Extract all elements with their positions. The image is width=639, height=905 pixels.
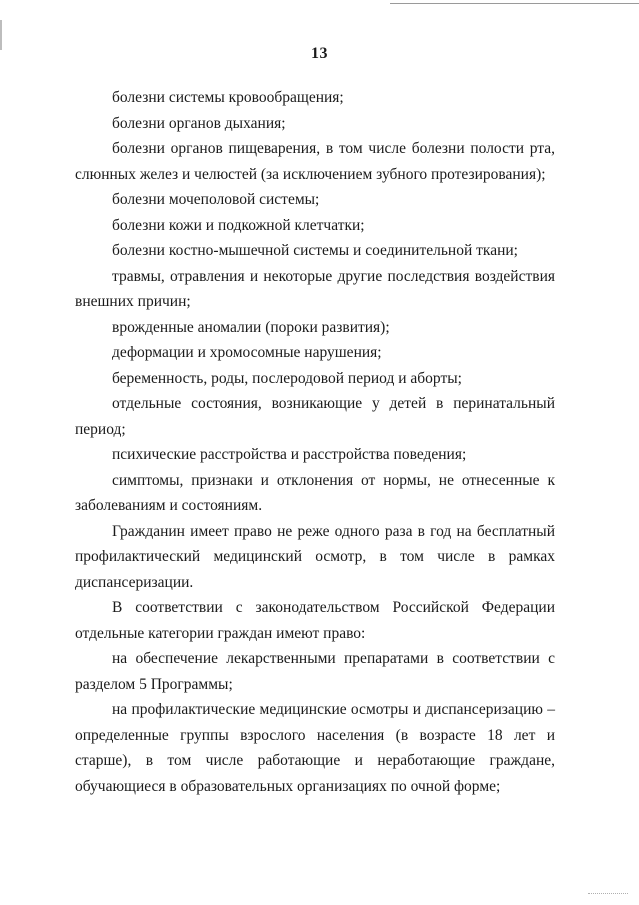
- list-item: деформации и хромосомные нарушения;: [112, 344, 382, 361]
- list-item: болезни костно-мышечной системы и соединительной ткани;: [112, 242, 518, 259]
- list-item: отдельные состояния, возникающие у детей в перинатальный период;: [75, 395, 555, 438]
- body-paragraph: В соответствии с законодательством Российской Федерации отдельные категории граждан имеют право:: [75, 599, 555, 642]
- list-item: на обеспечение лекарственными препаратами в соответствии с разделом 5 Программы;: [75, 650, 555, 693]
- body-paragraph: Гражданин имеет право не реже одного раза в год на бесплатный профилактический медицинский осмотр, в том числе в рамках диспансеризации.: [75, 522, 555, 591]
- document-body: [75, 85, 555, 799]
- page-number: 13: [311, 45, 328, 62]
- list-item: симптомы, признаки и отклонения от нормы, не отнесенные к заболеваниям и состояниям.: [75, 471, 555, 514]
- list-item: болезни органов пищеварения, в том числе болезни полости рта, слюнных желез и челюстей (за исключением зубного протезирования);: [75, 140, 555, 183]
- list-item: болезни мочеполовой системы;: [112, 191, 320, 208]
- scan-artifact-dots: [588, 893, 628, 896]
- list-item: болезни органов дыхания;: [112, 114, 286, 132]
- scan-artifact-line: [390, 3, 639, 4]
- list-item: болезни системы кровообращения;: [112, 89, 344, 106]
- list-item: болезни кожи и подкожной клетчатки;: [112, 216, 365, 234]
- list-item: на профилактические медицинские осмотры и диспансеризацию – определенные группы взрослого населения (в возрасте 18 лет и старше), в том числе работающие и неработающие граждане, обучающиеся в образовательных организациях по очной форме;: [75, 701, 555, 795]
- list-item: психические расстройства и расстройства поведения;: [112, 446, 467, 463]
- list-item: врожденные аномалии (пороки развития);: [112, 318, 390, 336]
- list-item: беременность, роды, послеродовой период и аборты;: [112, 369, 462, 387]
- list-item: травмы, отравления и некоторые другие последствия воздействия внешних причин;: [75, 267, 555, 310]
